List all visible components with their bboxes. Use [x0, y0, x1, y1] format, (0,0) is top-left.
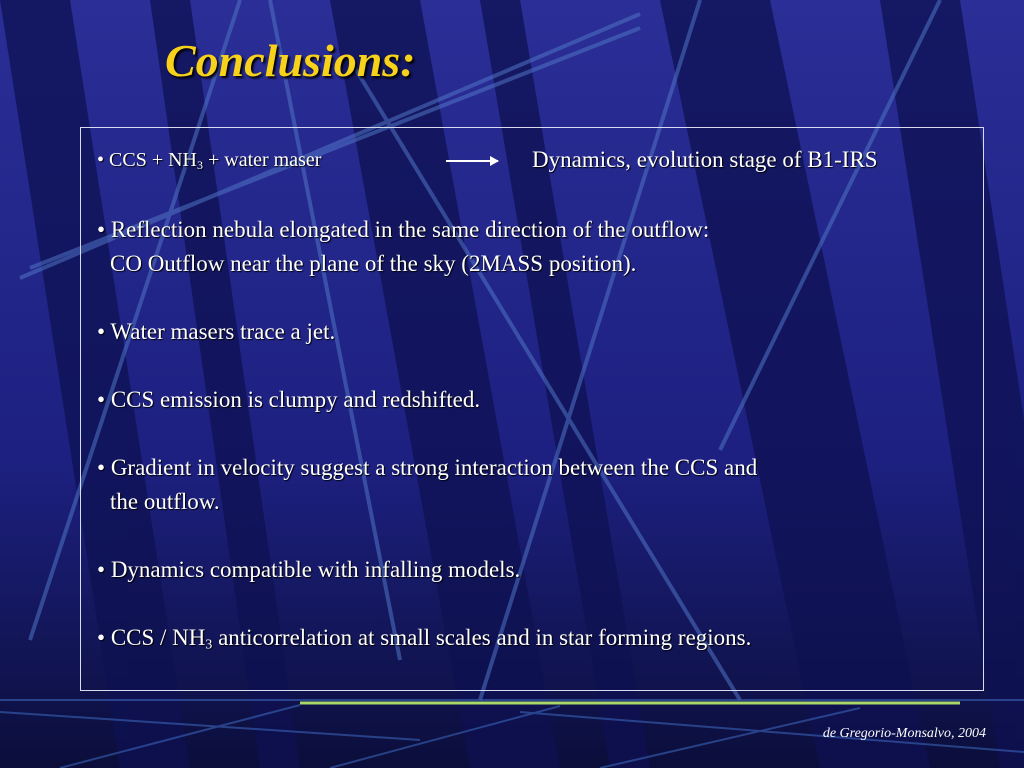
bullet-2 — [97, 218, 709, 241]
bullet-1-left-text: CCS + $NH_3$ + water maser — [109, 149, 322, 172]
bullet-3-text: Water masers trace a jet. — [110, 319, 336, 344]
bullet-7-text: CCS / $NH_3$ anticorrelation at small scales and in star forming regions. — [110, 625, 752, 652]
bullet-2-text: Reflection nebula elongated in the same direction of the outflow: — [110, 217, 710, 242]
bullet-dot: • — [97, 625, 106, 650]
bullet-6 — [97, 558, 520, 581]
author-credit: de Gregorio-Monsalvo, 2004 — [822, 726, 986, 741]
bullet-dot: • — [97, 319, 106, 344]
bullet-dot: • — [97, 149, 105, 171]
bullet-3 — [97, 320, 335, 343]
bullet-1 — [97, 150, 321, 171]
bullet-2-continuation: CO Outflow near the plane of the sky (2MASS position). — [110, 251, 637, 276]
bullet-6-text: Dynamics compatible with infalling models. — [110, 557, 521, 582]
bullet-dot: • — [97, 217, 106, 242]
bullet-5-continuation: the outflow. — [110, 489, 220, 514]
bullet-5 — [97, 456, 757, 479]
bullet-dot: • — [97, 387, 106, 412]
right-arrow-icon — [446, 160, 498, 162]
bullet-5-text: Gradient in velocity suggest a strong interaction between the CCS and — [110, 455, 758, 480]
bullet-4-text: CCS emission is clumpy and redshifted. — [110, 387, 481, 412]
bullet-dot: • — [97, 455, 106, 480]
bullet-4 — [97, 388, 480, 411]
bullet-dot: • — [97, 557, 106, 582]
bullet-7 — [97, 626, 751, 651]
slide-title: Conclusions: — [165, 35, 416, 86]
bullet-1-right-text: Dynamics, evolution stage of B1-IRS — [532, 147, 878, 172]
